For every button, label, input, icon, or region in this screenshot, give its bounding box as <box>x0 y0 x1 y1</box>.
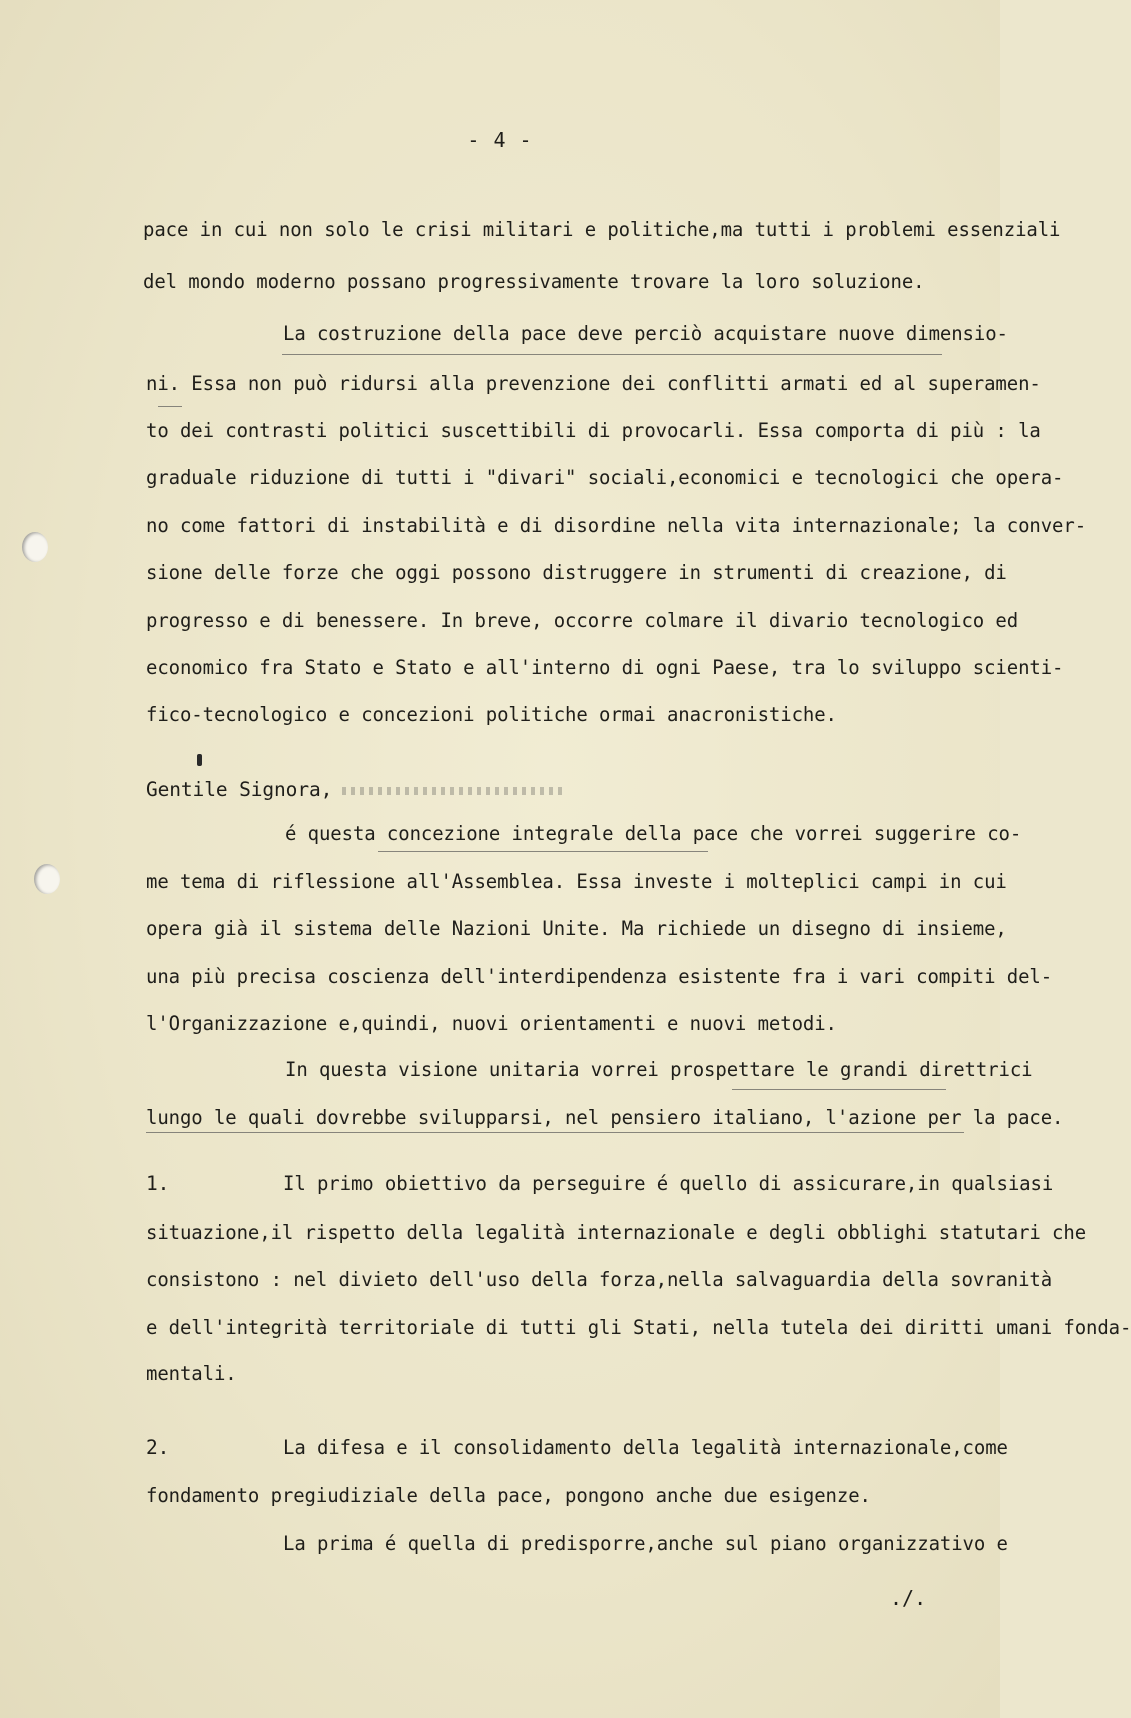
text-line: e dell'integrità territoriale di tutti gli Stati, nella tutela dei diritti umani fonda- <box>146 1316 1131 1339</box>
text-line: La prima é quella di predisporre,anche sul piano organizzativo e <box>283 1532 1008 1555</box>
page-number: - 4 - <box>467 128 533 152</box>
ink-mark <box>197 754 202 766</box>
text-line: situazione,il rispetto della legalità internazionale e degli obblighi statutari che <box>146 1221 1087 1244</box>
text-line: me tema di riflessione all'Assemblea. Essa investe i molteplici campi in cui <box>146 870 1007 893</box>
text-line: fondamento pregiudiziale della pace, pongono anche due esigenze. <box>146 1484 871 1507</box>
text-line: La difesa e il consolidamento della legalità internazionale,come <box>283 1436 1008 1459</box>
pencil-underline <box>282 354 942 355</box>
text-line: sione delle forze che oggi possono distruggere in strumenti di creazione, di <box>146 561 1007 584</box>
pencil-underline <box>158 406 182 407</box>
text-line: fico-tecnologico e concezioni politiche ormai anacronistiche. <box>146 703 837 726</box>
text-line: pace in cui non solo le crisi militari e politiche,ma tutti i problemi essenziali <box>143 218 1061 241</box>
salutation-text: Gentile Signora, <box>146 778 333 801</box>
text-line: opera già il sistema delle Nazioni Unite. Ma richiede un disegno di insieme, <box>146 917 1007 940</box>
text-line: é questa concezione integrale della pace che vorrei suggerire co- <box>285 822 1022 845</box>
text-line: to dei contrasti politici suscettibili di provocarli. Essa comporta di più : la <box>146 419 1041 442</box>
redacted-name <box>342 787 562 795</box>
text-line: progresso e di benessere. In breve, occorre colmare il divario tecnologico ed <box>146 609 1019 632</box>
list-number: 2. <box>146 1436 170 1459</box>
salutation <box>146 778 562 802</box>
text-line: no come fattori di instabilità e di disordine nella vita internazionale; la conver- <box>146 514 1087 537</box>
text-line: In questa visione unitaria vorrei prospettare le grandi direttrici <box>285 1058 1033 1081</box>
text-line: l'Organizzazione e,quindi, nuovi orientamenti e nuovi metodi. <box>146 1012 837 1035</box>
punch-hole-bottom <box>34 864 60 894</box>
text-line: mentali. <box>146 1362 237 1385</box>
pencil-underline <box>732 1089 946 1090</box>
text-line: consistono : nel divieto dell'uso della forza,nella salvaguardia della sovranità <box>146 1268 1053 1291</box>
pencil-underline <box>378 851 708 852</box>
text-line: del mondo moderno possano progressivamente trovare la loro soluzione. <box>143 270 925 293</box>
text-line: graduale riduzione di tutti i "divari" sociali,economici e tecnologici che opera- <box>146 466 1064 489</box>
punch-hole-top <box>22 532 48 562</box>
text-line: economico fra Stato e Stato e all'interno di ogni Paese, tra lo sviluppo scienti- <box>146 656 1064 679</box>
pencil-underline <box>146 1132 964 1133</box>
text-line: ni. Essa non può ridursi alla prevenzione dei conflitti armati ed al superamen- <box>146 372 1041 395</box>
text-line: una più precisa coscienza dell'interdipendenza esistente fra i vari compiti del- <box>146 965 1053 988</box>
text-line: La costruzione della pace deve perciò acquistare nuove dimensio- <box>283 322 1008 345</box>
text-line: lungo le quali dovrebbe svilupparsi, nel pensiero italiano, l'azione per la pace. <box>146 1106 1064 1129</box>
continuation-mark: ./. <box>890 1586 927 1610</box>
list-number: 1. <box>146 1172 170 1195</box>
text-line: Il primo obiettivo da perseguire é quello di assicurare,in qualsiasi <box>283 1172 1054 1195</box>
